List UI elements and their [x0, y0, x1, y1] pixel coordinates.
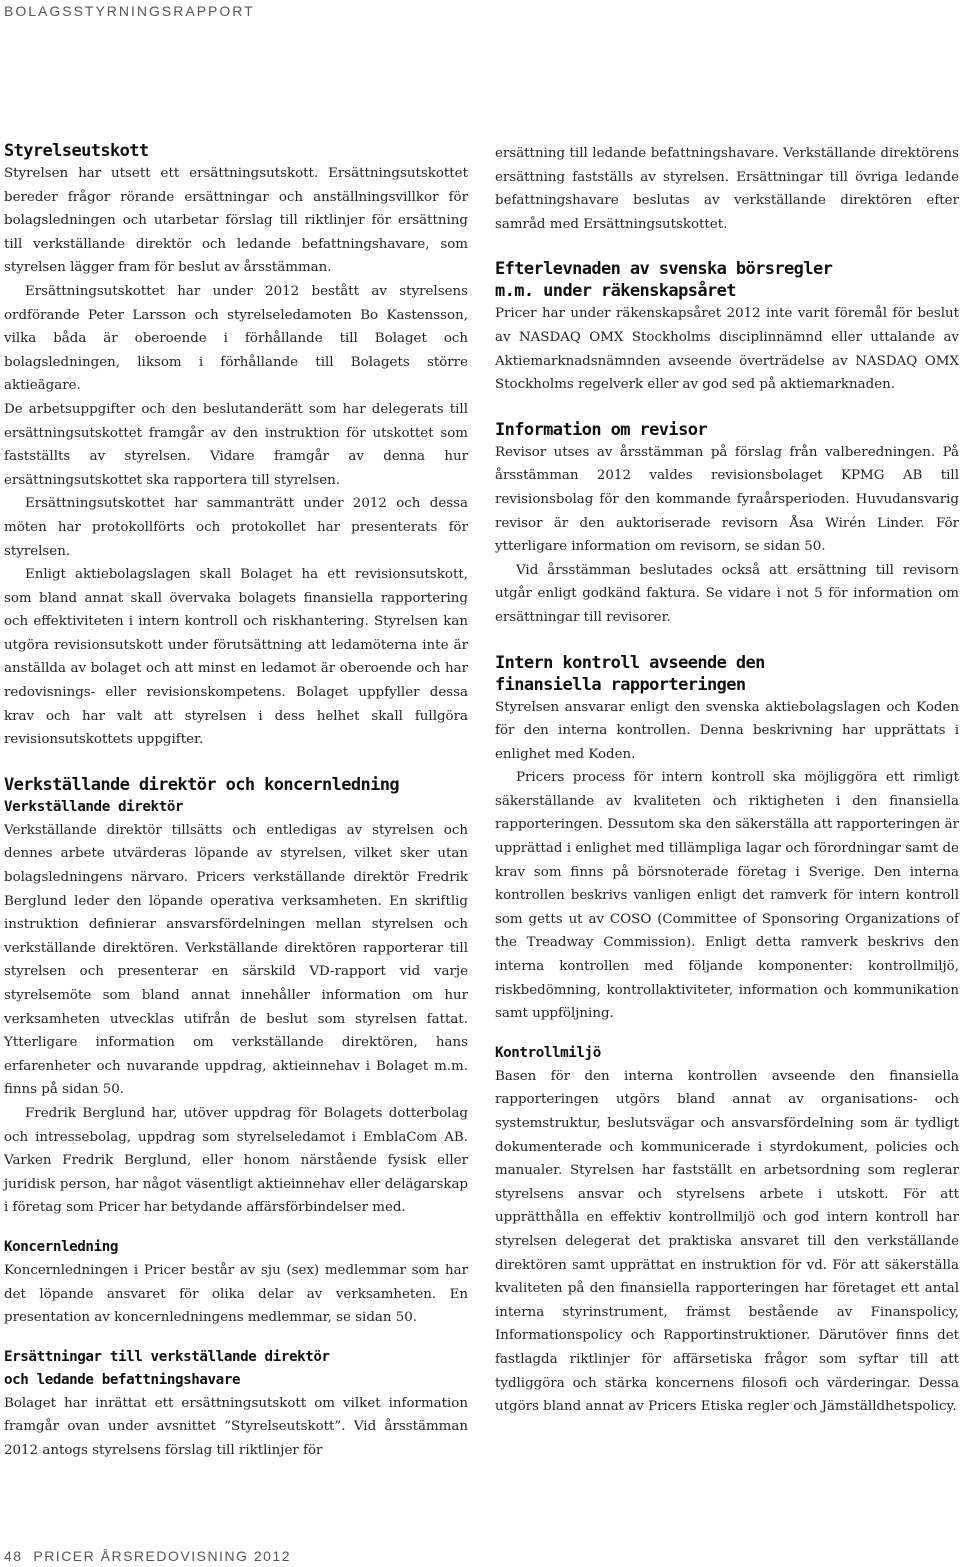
paragraph: Enligt aktiebolagslagen skall Bolaget ha ett revisionsutskott, som bland annat skall övervaka bolagets finansiella rapportering och effektiviteten i intern kontroll och riskhantering. Styrelsen kan utgöra revisionsutskott under förutsättning att ledamöterna inte är anställda av bolaget och att minst en ledamot är oberoende och har redovisnings- eller revisionskompetens. Bolaget uppfyller dessa krav och har valt att styrelsen i dess helhet skall fullgöra revisionsutskottets uppgifter.: [4, 567, 468, 748]
subheading-koncernledning: Koncernledning: [4, 1238, 118, 1255]
heading-revisor: Information om revisor: [495, 419, 707, 440]
paragraph: Ersättningsutskottet har under 2012 bestått av styrelsens ordförande Peter Larsson och styrelseledamoten Bo Kastensson, vilka båda är oberoende i förhållande till Bolaget och bolagsledningen, liksom i förhållande till Bolagets större aktieägare.: [4, 283, 468, 394]
heading-borsregler: Efterlevnaden av svenska börsregler: [495, 259, 833, 280]
publication-title: PRICER ÅRSREDOVISNING 2012: [33, 1548, 291, 1564]
paragraph: Verkställande direktör tillsätts och entledigas av styrelsen och dennes arbete utvärderas löpande av styrelsen, vilket sker utan bolagsledningens närvaro. Pricers verkställande direktör Fredrik Berglund leder den löpande operativa verksamheten. En skriftlig instruktion definierar ansvarsfördelningen mellan styrelsen och verkställande direktören. Verkställande direktören rapporterar till styrelsen och presenterar en särskild VD-rapport vid varje styrelsemöte som bland annat innehåller information om hur verksamheten utvecklas utifrån de beslut som styrelsen fattat. Ytterligare information om verkställande direktören, hans erfarenheter och nuvarande uppdrag, aktieinnehav i Bolaget m.m. finns på sidan 50.: [4, 822, 468, 1098]
paragraph: Basen för den interna kontrollen avseende den finansiella rapporteringen utgörs bland annat av organisations- och systemstruktur, beslutsvägar och ansvarsfördelning som är tydligt dokumenterade och kommunicerade i styrdokument, policies och manualer. Styrelsen har fastställt en arbetsordning som reglerar styrelsens ansvar och styrelsens arbete i utskott. För att upprätthålla en effektiv kontrollmiljö och god intern kontroll har styrelsen delegerat det praktiska ansvaret till den verkställande direktören samt upprättat en instruktion för vd. För att säkerställa kvaliteten på den finansiella rapporteringen har företaget ett antal interna styrinstrument, främst bestående av Finanspolicy, Informationspolicy och Rapportinstruktioner. Därutöver finns det fastlagda riktlinjer för affärsetiska frågor som syftar till att tydliggöra och stärka koncernens filosofi och värderingar. Dessa utgörs bland annat av Pricers Etiska regler och Jämställdhetspolicy.: [495, 1068, 959, 1415]
heading-vd-koncernledning: Verkställande direktör och koncernledning: [4, 774, 400, 795]
left-column: [4, 140, 468, 1463]
heading-borsregler-line2: m.m. under räkenskapsåret: [495, 281, 736, 302]
paragraph: ersättning till ledande befattningshavare. Verkställande direktörens ersättning fastställs av styrelsen. Ersättningar till övriga ledande befattningshavare beslutas av verkställande direktören efter samråd med Ersättningsutskottet.: [495, 146, 959, 232]
paragraph: De arbetsuppgifter och den beslutanderätt som har delegerats till ersättningsutskottet framgår av den instruktion för utskottet som fastställts av styrelsen. Vidare framgår av denna hur ersättningsutskottet ska rapportera till styrelsen.: [4, 401, 468, 488]
subheading-ersattningar: Ersättningar till verkställande direktör: [4, 1348, 330, 1365]
paragraph: Fredrik Berglund har, utöver uppdrag för Bolagets dotterbolag och intressebolag, uppdrag som styrelseledamot i EmblaCom AB. Varken Fredrik Berglund, eller honom närstående fysisk eller juridisk person, har något väsentligt aktieinnehav eller delägarskap i företag som Pricer har betydande affärsförbindelser med.: [4, 1105, 468, 1216]
right-column: [495, 142, 959, 1419]
subheading-ersattningar-line2: och ledande befattningshavare: [4, 1371, 241, 1388]
subheading-kontrollmiljo: Kontrollmiljö: [495, 1044, 601, 1061]
heading-intern-kontroll-line2: finansiella rapporteringen: [495, 674, 746, 695]
paragraph: Revisor utses av årsstämman på förslag från valberedningen. På årsstämman 2012 valdes revisionsbolaget KPMG AB till revisionsbolag för den kommande fyraårsperioden. Huvudansvarig revisor är den auktoriserade revisorn Åsa Wirén Linder. För ytterligare information om revisorn, se sidan 50.: [495, 444, 959, 555]
paragraph: Vid årsstämman beslutades också att ersättning till revisorn utgår enligt godkänd faktura. Se vidare i not 5 för information om ersättningar till revisorer.: [495, 562, 959, 625]
paragraph: Ersättningsutskottet har sammanträtt under 2012 och dessa möten har protokollförts och protokollet har presenterats för styrelsen.: [4, 496, 468, 559]
subheading-vd: Verkställande direktör: [4, 798, 184, 815]
paragraph: Styrelsen ansvarar enligt den svenska aktiebolagslagen och Koden för den interna kontrollen. Denna beskrivning har upprättats i enlighet med Koden.: [495, 699, 959, 762]
heading-intern-kontroll: Intern kontroll avseende den: [495, 652, 765, 673]
page-footer: [4, 1548, 291, 1564]
paragraph: Pricers process för intern kontroll ska möjliggöra ett rimligt säkerställande av kvaliteten och riktigheten i den finansiella rapporteringen. Dessutom ska den säkerställa att rapporteringen är upprättad i enlighet med tillämpliga lagar och förordningar samt de krav som finns på börsnoterade företag i Sverige. Den interna kontrollen beskrivs vanligen enligt det ramverk för intern kontroll som getts ut av COSO (Committee of Sponsoring Organizations of the Treadway Commission). Enligt detta ramverk beskrivs den interna kontrollen med följande komponenter: kontrollmiljö, riskbedömning, kontrollaktiviteter, information och kommunikation samt uppföljning.: [495, 770, 959, 1022]
running-header: BOLAGSSTYRNINGSRAPPORT: [4, 3, 255, 19]
heading-styrelseutskott: Styrelseutskott: [4, 141, 149, 161]
paragraph: Pricer har under räkenskapsåret 2012 inte varit föremål för beslut av NASDAQ OMX Stockholms disciplinnämnd eller uttalande av Aktiemarknadsnämnden avseende överträdelse av NASDAQ OMX Stockholms regelverk eller av god sed på aktiemarknaden.: [495, 306, 959, 393]
page-number: 48: [4, 1548, 23, 1564]
paragraph: Koncernledningen i Pricer består av sju (sex) medlemmar som har det löpande ansvaret för olika delar av verksamheten. En presentation av koncernledningens medlemmar, se sidan 50.: [4, 1262, 468, 1326]
paragraph: Bolaget har inrättat ett ersättningsutskott om vilket information framgår ovan under avsnittet ”Styrelseutskott”. Vid årsstämman 2012 antogs styrelsens förslag till riktlinjer för: [4, 1395, 468, 1458]
paragraph: Styrelsen har utsett ett ersättningsutskott. Ersättningsutskottet bereder frågor rörande ersättningar och anställningsvillkor för bolagsledningen och utarbetar förslag till riktlinjer för ersättning till verkställande direktör och ledande befattningshavare, som styrelsen lägger fram för beslut av årsstämman.: [4, 166, 468, 276]
